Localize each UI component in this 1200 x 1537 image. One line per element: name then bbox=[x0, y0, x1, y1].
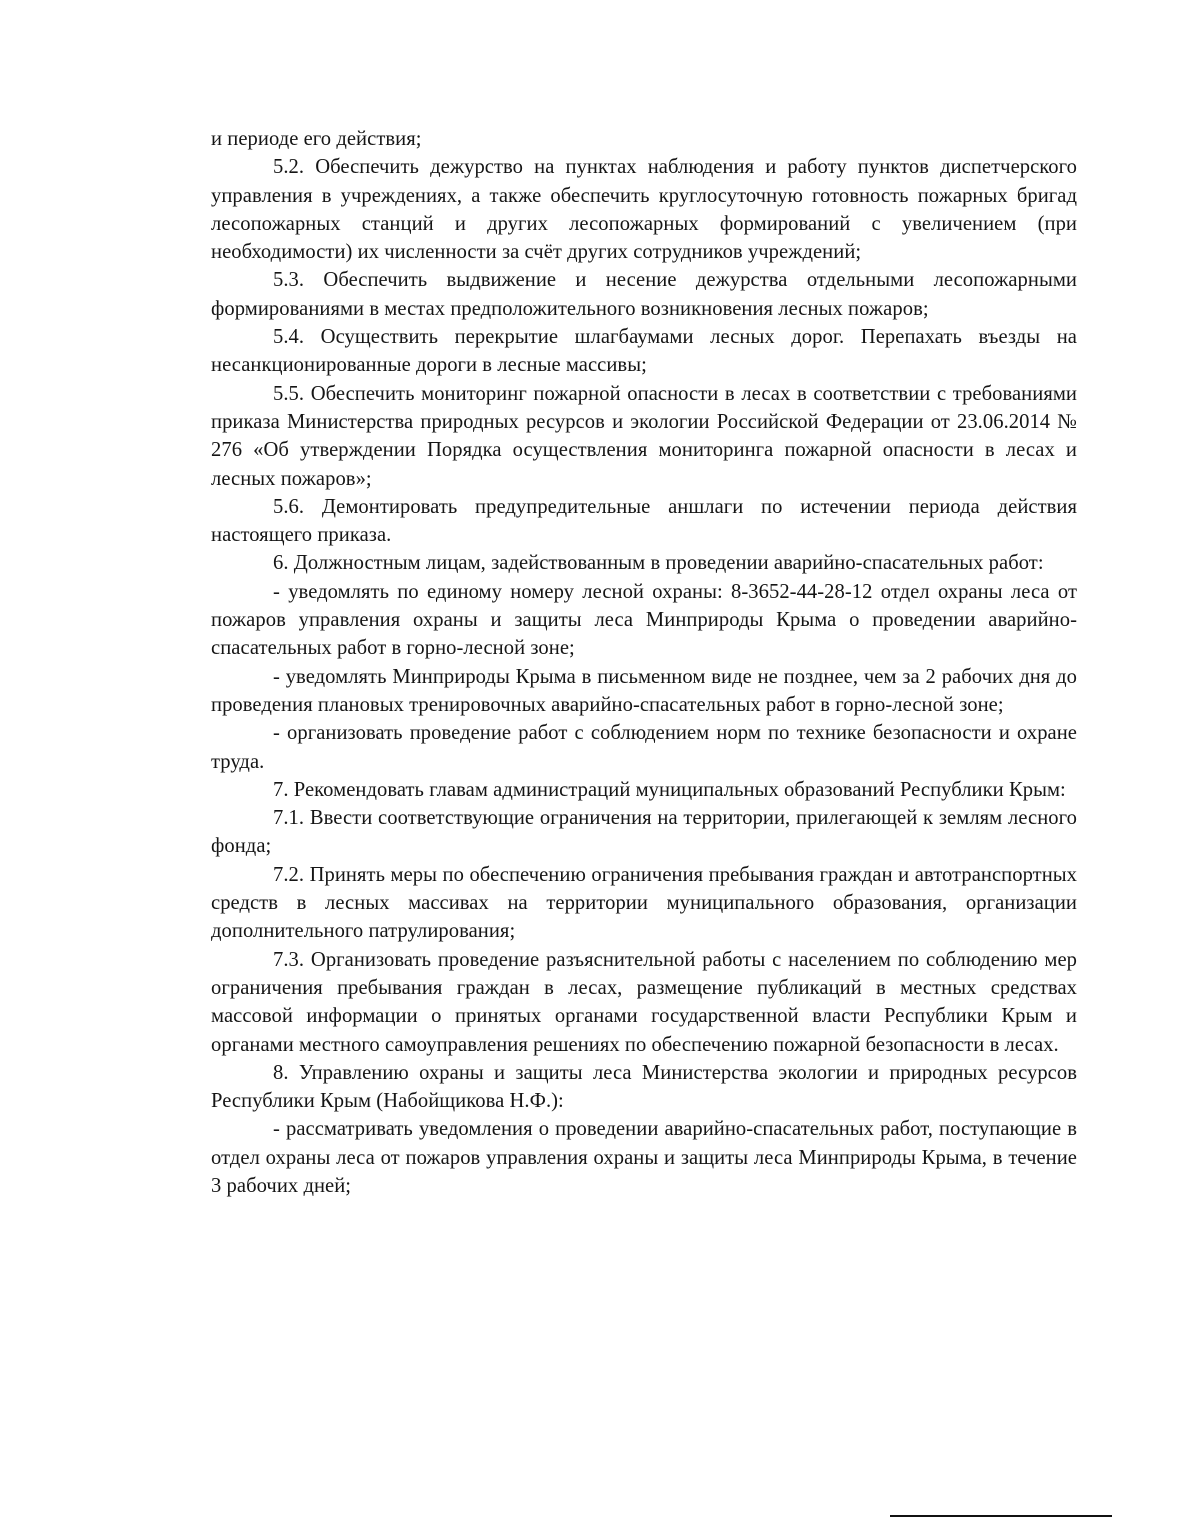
paragraph-6: 6. Должностным лицам, задействованным в проведении аварийно-спасательных работ: bbox=[273, 552, 1044, 575]
paragraph-6-item-notify-written: - уведомлять Минприроды Крыма в письменном виде не позднее, чем за 2 рабочих дня до проведения плановых тренировочных аварийно-спасательных работ в горно-лесной зоне; bbox=[211, 665, 1077, 716]
paragraph-5-2: 5.2. Обеспечить дежурство на пунктах наблюдения и работу пунктов диспетчерского управления в учреждениях, а также обеспечить круглосуточную готовность пожарных бригад лесопожарных станций и других лесопожарных формирований с увеличением (при необходимости) их численности за счёт других сотрудников учреждений; bbox=[211, 156, 1077, 264]
paragraph-7-1: 7.1. Ввести соответствующие ограничения на территории, прилегающей к землям лесного фонда; bbox=[211, 807, 1077, 858]
paragraph-6-item-notify-number: - уведомлять по единому номеру лесной охраны: 8-3652-44-28-12 отдел охраны леса от пожаров управления охраны и защиты леса Минприроды Крыма о проведении аварийно-спасательных работ в горно-лесной зоне; bbox=[211, 580, 1077, 660]
paragraph-6-item-safety: - организовать проведение работ с соблюдением норм по технике безопасности и охране труда. bbox=[211, 722, 1077, 773]
paragraph-8-item-review: - рассматривать уведомления о проведении аварийно-спасательных работ, поступающие в отдел охраны леса от пожаров управления охраны и защиты леса Минприроды Крыма, в течение 3 рабочих дней; bbox=[211, 1118, 1077, 1197]
paragraph-5-4: 5.4. Осуществить перекрытие шлагбаумами лесных дорог. Перепахать въезды на несанкционированные дороги в лесные массивы; bbox=[211, 326, 1077, 377]
paragraph-5-5: 5.5. Обеспечить мониторинг пожарной опасности в лесах в соответствии с требованиями приказа Министерства природных ресурсов и экологии Российской Федерации от 23.06.2014 № 276 «Об утверждении Порядка осуществления мониторинга пожарной опасности в лесах и лесных пожаров»; bbox=[211, 382, 1077, 490]
document-body bbox=[211, 125, 1077, 1200]
paragraph-5-3: 5.3. Обеспечить выдвижение и несение дежурства отдельными лесопожарными формированиями в местах предположительного возникновения лесных пожаров; bbox=[211, 269, 1077, 320]
paragraph-5-6: 5.6. Демонтировать предупредительные аншлаги по истечении периода действия настоящего приказа. bbox=[211, 495, 1077, 547]
paragraph-7-2: 7.2. Принять меры по обеспечению ограничения пребывания граждан и автотранспортных средств в лесных массивах на территории муниципального образования, организации дополнительного патрулирования; bbox=[211, 863, 1077, 943]
paragraph-continuation: и периоде его действия; bbox=[211, 128, 422, 150]
paragraph-7-3: 7.3. Организовать проведение разъяснительной работы с населением по соблюдению мер ограничения пребывания граждан в лесах, размещение публикаций в местных средствах массовой информации о принятых органами государственной власти Республики Крым и органами местного самоуправления решениях по обеспечению пожарной безопасности в лесах. bbox=[211, 948, 1077, 1056]
paragraph-7: 7. Рекомендовать главам администраций муниципальных образований Республики Крым: bbox=[273, 778, 1066, 801]
paragraph-8: 8. Управлению охраны и защиты леса Министерства экологии и природных ресурсов Республики Крым (Набойщикова Н.Ф.): bbox=[211, 1061, 1077, 1113]
footer-rule bbox=[890, 1515, 1112, 1517]
